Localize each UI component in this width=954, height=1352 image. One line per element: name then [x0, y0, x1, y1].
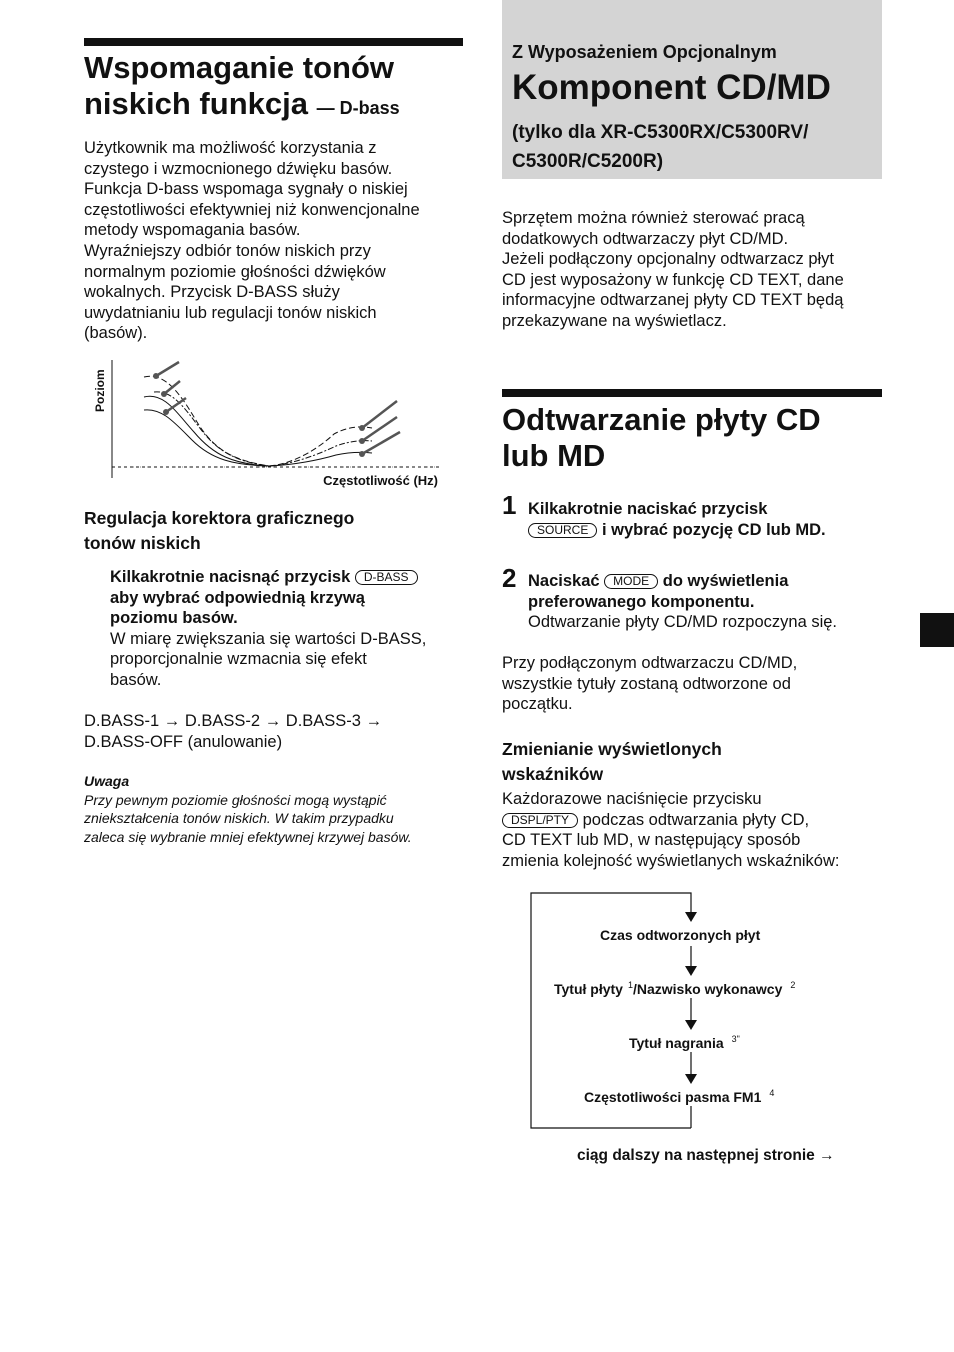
step1-text [528, 499, 888, 540]
graph-ylabel: Poziom [93, 369, 107, 412]
banner-small-title: Z Wyposażeniem Opcjonalnym [512, 42, 777, 62]
flow-item-elapsed-time: Czas odtworzonych płyt [600, 927, 761, 943]
display-line2-suffix: podczas odtwarzania płyty CD, [582, 810, 810, 829]
curve-dbass-1 [144, 396, 372, 466]
step1-line2: i wybrać pozycję CD lub MD. [601, 520, 826, 539]
curve-point [161, 391, 167, 397]
right-intro-line: przekazywane na wyświetlacz. [502, 311, 727, 330]
sequence-item: D.BASS-3 [285, 712, 361, 730]
right-intro-line: CD jest wyposażony w funkcję CD TEXT, dane [502, 270, 844, 289]
flow-item-disc-title: Tytuł płyty $^1$/Nazwisko wykonawcy $^2$ [554, 980, 796, 997]
right-intro-line: Jeżeli podłączony opcjonalny odtwarzacz płyt [502, 250, 835, 269]
left-step-desc-line: basów. [110, 670, 162, 689]
dbass-sequence [84, 711, 474, 752]
graph-xlabel: Częstotliwość (Hz) [323, 473, 438, 488]
left-step-line1: Kilkakrotnie nacisnąć przycisk [110, 568, 351, 586]
left-intro-line: normalnym poziomie głośności dźwięków [84, 262, 386, 281]
left-step-desc-line: proporcjonalnie wzmacnia się efekt [110, 650, 367, 669]
right-section-title [502, 402, 882, 474]
flow-arrow-icon [685, 966, 697, 976]
left-step-desc-line: W miarę zwiększania się wartości D-BASS, [110, 629, 427, 648]
right-intro-line: dodatkowych odtwarzaczy płyt CD/MD. [502, 229, 789, 248]
left-subheading-line1: Regulacja korektora graficznego [84, 508, 355, 528]
banner-subtitle-line2: C5300R/C5200R) [512, 151, 664, 172]
step2-desc: Odtwarzanie płyty CD/MD rozpoczyna się. [528, 613, 838, 632]
section-banner [502, 0, 882, 179]
left-intro-line: częstotliwości efektywniej niż konwencjonalne [84, 200, 420, 219]
left-subheading-line2: tonów niskich [84, 533, 201, 553]
banner-subtitle [512, 118, 808, 176]
left-title-line2: niskich funkcja [84, 86, 308, 121]
right-intro [502, 208, 892, 332]
note-line: zniekształcenia tonów niskich. W takim przypadku [84, 810, 394, 826]
adjust-handle [362, 401, 397, 428]
dbass-key: D-BASS [355, 570, 418, 585]
curve-point [153, 373, 159, 379]
curve-dbass-2 [154, 392, 372, 466]
adjust-handle [156, 362, 179, 376]
sequence-arrow-icon: → [163, 712, 181, 730]
curve-off [144, 410, 269, 466]
note [84, 772, 474, 846]
left-intro-line: wokalnych. Przycisk D-BASS służy [84, 283, 340, 302]
right-title-rule [502, 389, 882, 397]
curve-point [359, 425, 365, 431]
left-title-suffix: — D-bass [316, 98, 400, 118]
flow-arrow-icon [685, 1020, 697, 1030]
left-intro-line: Wyraźniejszy odbiór tonów niskich przy [84, 241, 371, 260]
display-heading-line1: Zmienianie wyświetlonych [502, 739, 722, 759]
banner-title: Komponent CD/MD [512, 68, 831, 107]
left-title-rule [84, 38, 463, 46]
step2-text [528, 571, 888, 633]
left-step-line3: poziomu basów. [110, 609, 238, 628]
step2-prefix: Naciskać [528, 572, 600, 590]
flow-item-fm1: Częstotliwości pasma FM1 $^4$ [584, 1088, 775, 1105]
sequence-item: D.BASS-1 [84, 712, 160, 730]
curve-point [163, 409, 169, 415]
after-steps [502, 653, 892, 715]
step2-number: 2 [502, 563, 517, 593]
flow-arrow-icon [685, 1074, 697, 1084]
step1-number: 1 [502, 490, 517, 520]
note-line: zaleca się wybranie mniej efektywnej krzywej basów. [84, 828, 412, 845]
banner-subtitle-line1: (tylko dla XR-C5300RX/C5300RV/ [512, 122, 809, 143]
continue-note [577, 1147, 835, 1165]
display-line1: Każdorazowe naciśnięcie przycisku [502, 790, 762, 808]
flow-arrow-icon [685, 912, 697, 922]
left-step-line2: aby wybrać odpowiednią krzywą [110, 588, 365, 607]
curve-dbass-3 [144, 376, 372, 466]
display-line3: CD TEXT lub MD, w następujący sposób [502, 831, 801, 850]
chapter-edge-tab [920, 613, 954, 647]
step2-line1-suffix: do wyświetlenia [662, 572, 789, 590]
continue-arrow-icon: → [819, 1147, 835, 1164]
left-intro-line: metody wspomagania basów. [84, 221, 301, 240]
left-step [110, 567, 475, 691]
left-intro-line: Użytkownik ma możliwość korzystania z [84, 139, 377, 157]
left-title-line1: Wspomaganie tonów [84, 50, 394, 85]
right-section-title-line1: Odtwarzanie płyty CD [502, 402, 821, 437]
mode-key: MODE [604, 574, 658, 589]
right-section-title-line2: lub MD [502, 438, 606, 473]
left-subheading [84, 506, 464, 556]
adjust-handle [362, 432, 400, 454]
display-text [502, 789, 892, 871]
note-title: Uwaga [84, 773, 130, 789]
sequence-item: D.BASS-2 [184, 712, 261, 730]
left-intro-line: Funkcja D-bass wspomaga sygnały o niskiej [84, 180, 408, 199]
curve-point [359, 438, 365, 444]
after-steps-line: Przy podłączonym odtwarzaczu CD/MD, [502, 654, 798, 672]
after-steps-line: wszystkie tytuły zostaną odtworzone od [502, 674, 791, 693]
left-intro-line: (basów). [84, 324, 148, 343]
display-heading [502, 737, 882, 787]
left-intro-line: uwydatnianiu lub regulacji tonów niskich [84, 303, 377, 322]
sequence-item: D.BASS-OFF (anulowanie) [84, 732, 283, 751]
left-title [84, 50, 484, 126]
flow-item-track-title: Tytuł nagrania $^{3"}$ [629, 1034, 740, 1051]
after-steps-line: początku. [502, 695, 573, 714]
note-line: Przy pewnym poziomie głośności mogą wystąpić [84, 791, 387, 808]
step1-line1: Kilkakrotnie naciskać przycisk [528, 500, 768, 518]
dbass-curve-graph [84, 352, 454, 492]
source-key: SOURCE [528, 523, 597, 538]
sequence-arrow-icon: → [365, 712, 383, 730]
right-intro-line: Sprzętem można również sterować pracą [502, 209, 805, 227]
adjust-handle [164, 381, 180, 394]
sequence-arrow-icon: → [264, 712, 282, 730]
right-intro-line: informacyjne odtwarzanej płyty CD TEXT będą [502, 291, 844, 310]
continue-text: ciąg dalszy na następnej stronie [577, 1147, 815, 1164]
display-heading-line2: wskaźników [502, 764, 604, 784]
curve-point [359, 451, 365, 457]
dspl-pty-key: DSPL/PTY [502, 813, 578, 828]
step2-line2: preferowanego komponentu. [528, 592, 755, 611]
left-intro-line: czystego i wzmocnionego dźwięku basów. [84, 159, 393, 178]
display-line4: zmienia kolejność wyświetlanych wskaźników: [502, 851, 840, 870]
left-intro [84, 138, 474, 344]
